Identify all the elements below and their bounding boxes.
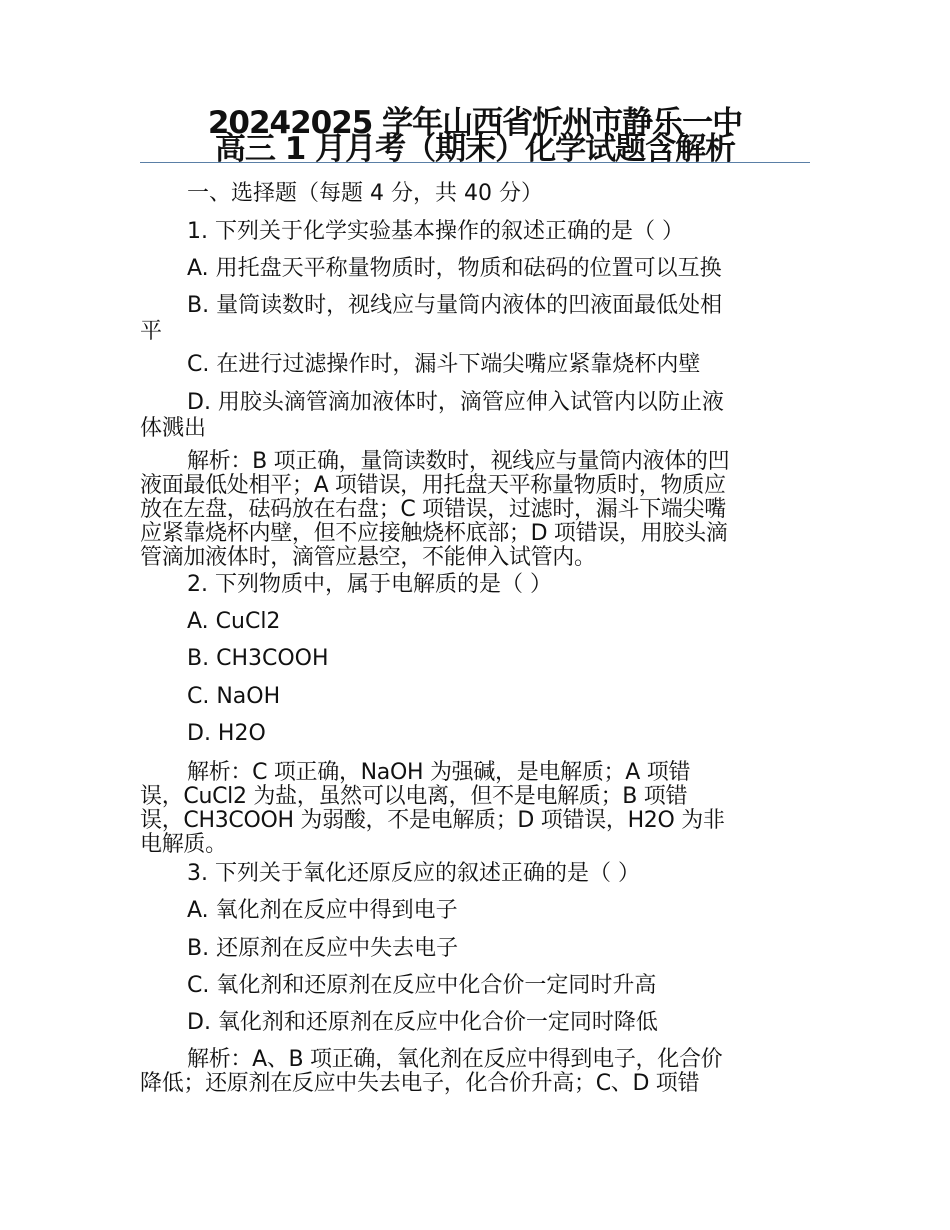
question-3-stem: 3. 下列关于氧化还原反应的叙述正确的是（ ） [187, 861, 640, 886]
question-3-option-b: B. 还原剂在反应中失去电子 [187, 936, 459, 961]
question-3-option-a: A. 氧化剂在反应中得到电子 [187, 898, 458, 923]
option-b-line-2: 平 [140, 319, 163, 344]
section-heading: 一、选择题（每题 4 分，共 40 分） [187, 181, 543, 206]
question-2-analysis [140, 761, 810, 857]
analysis-line: 液面最低处相平；A 项错误，用托盘天平称量物质时，物质应 [140, 473, 726, 498]
analysis-line: 误，CH3COOH 为弱酸，不是电解质；D 项错误，H2O 为非 [140, 808, 725, 833]
option-d-line-2: 体溅出 [140, 416, 207, 441]
analysis-line: 放在左盘，砝码放在右盘；C 项错误，过滤时，漏斗下端尖嘴 [140, 497, 726, 522]
question-2-option-a: A. CuCl2 [187, 609, 281, 634]
question-2-option-c: C. NaOH [187, 684, 281, 709]
analysis-line: 解析：B 项正确，量筒读数时，视线应与量筒内液体的凹 [187, 449, 730, 474]
option-d-line-1: D. 用胶头滴管滴加液体时，滴管应伸入试管内以防止液 [187, 390, 724, 415]
question-1-option-a: A. 用托盘天平称量物质时，物质和砝码的位置可以互换 [187, 256, 722, 281]
analysis-line: 误，CuCl2 为盐，虽然可以电离，但不是电解质；B 项错 [140, 784, 688, 809]
question-1-analysis [140, 450, 810, 570]
question-1-option-c: C. 在进行过滤操作时，漏斗下端尖嘴应紧靠烧杯内壁 [187, 352, 701, 377]
analysis-line: 管滴加液体时，滴管应悬空，不能伸入试管内。 [140, 545, 596, 570]
question-2-option-d: D. H2O [187, 721, 266, 746]
title-underline [140, 162, 810, 163]
question-3-option-d: D. 氧化剂和还原剂在反应中化合价一定同时降低 [187, 1010, 658, 1035]
analysis-line: 解析：A、B 项正确，氧化剂在反应中得到电子，化合价 [187, 1047, 723, 1072]
question-1-option-b [140, 293, 810, 345]
analysis-line: 解析：C 项正确，NaOH 为强碱，是电解质；A 项错 [187, 760, 691, 785]
question-1-stem: 1. 下列关于化学实验基本操作的叙述正确的是（ ） [187, 219, 684, 244]
option-b-line-1: B. 量筒读数时，视线应与量筒内液体的凹液面最低处相 [187, 293, 723, 318]
title-line-1: 20242025 学年山西省忻州市静乐一中 [207, 105, 743, 141]
question-1-option-d [140, 390, 810, 442]
analysis-line: 降低；还原剂在反应中失去电子，化合价升高；C、D 项错 [140, 1071, 700, 1096]
question-2-option-b: B. CH3COOH [187, 646, 329, 671]
question-2-stem: 2. 下列物质中，属于电解质的是（ ） [187, 572, 552, 597]
question-3-option-c: C. 氧化剂和还原剂在反应中化合价一定同时升高 [187, 973, 657, 998]
title-line-2: 高三 1 月月考（期末）化学试题含解析 [214, 131, 736, 167]
question-3-analysis [140, 1048, 810, 1096]
analysis-line: 电解质。 [140, 832, 227, 857]
analysis-line: 应紧靠烧杯内壁，但不应接触烧杯底部；D 项错误，用胶头滴 [140, 521, 728, 546]
